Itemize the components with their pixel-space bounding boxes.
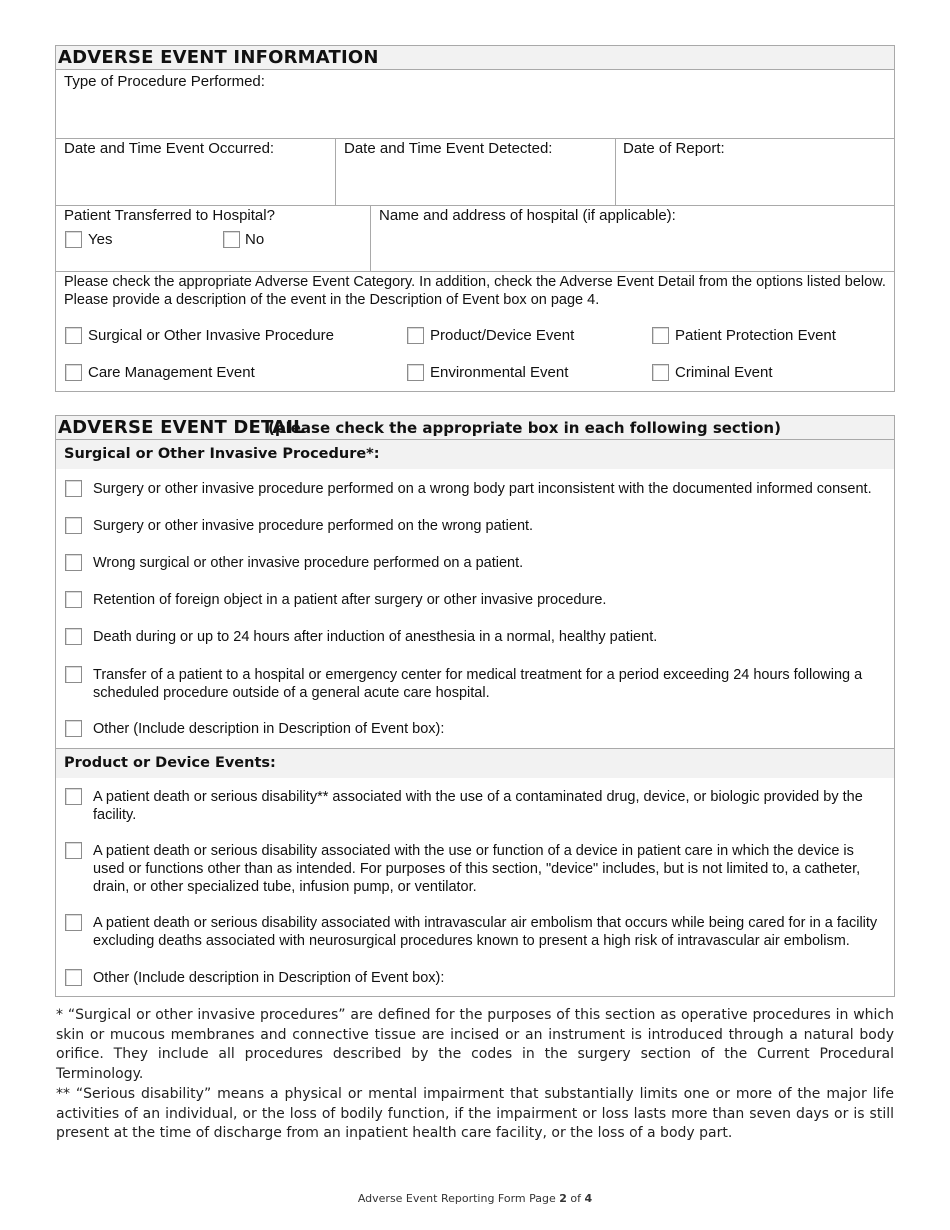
category-criminal-checkbox[interactable] bbox=[652, 364, 669, 381]
surgical-item-checkbox[interactable] bbox=[65, 591, 82, 608]
detail-header bbox=[56, 416, 894, 440]
page-footer-of: of bbox=[566, 1192, 585, 1205]
information-header bbox=[56, 46, 894, 70]
detail-title: ADVERSE EVENT DETAIL bbox=[58, 417, 305, 438]
surgical-item: Surgery or other invasive procedure performed on the wrong patient. bbox=[93, 518, 534, 534]
footnote-surgical-definition: * “Surgical or other invasive procedures” are defined for the purposes of this section as operative procedures in which skin or mucous membranes and connective tissue are incised or an instrument is introduced through a natural body orifice. They include all procedures described by the codes in the surgery section of the Current Procedural Terminology. bbox=[56, 1007, 894, 1082]
report-date-field[interactable] bbox=[616, 158, 894, 205]
category-product-device-label: Product/Device Event bbox=[430, 327, 575, 344]
product-subheader bbox=[56, 748, 894, 778]
product-item-checkbox[interactable] bbox=[65, 842, 82, 859]
report-date-label: Date of Report: bbox=[623, 140, 725, 157]
surgical-item-checkbox[interactable] bbox=[65, 628, 82, 645]
surgical-item: Retention of foreign object in a patient after surgery or other invasive procedure. bbox=[93, 592, 607, 608]
surgical-subheader bbox=[56, 440, 894, 469]
surgical-heading: Surgical or Other Invasive Procedure*: bbox=[64, 446, 380, 462]
surgical-item-checkbox[interactable] bbox=[65, 517, 82, 534]
category-environmental-checkbox[interactable] bbox=[407, 364, 424, 381]
surgical-item-checkbox[interactable] bbox=[65, 554, 82, 571]
transferred-label: Patient Transferred to Hospital? bbox=[64, 207, 275, 224]
surgical-item: Surgery or other invasive procedure performed on a wrong body part inconsistent with the documented informed consent. bbox=[93, 481, 872, 497]
category-environmental-label: Environmental Event bbox=[430, 364, 569, 381]
divider bbox=[56, 271, 894, 272]
category-care-management-label: Care Management Event bbox=[88, 364, 255, 381]
category-surgical-label: Surgical or Other Invasive Procedure bbox=[88, 327, 334, 344]
category-care-management-checkbox[interactable] bbox=[65, 364, 82, 381]
page-total: 4 bbox=[584, 1192, 593, 1205]
product-item: A patient death or serious disability** associated with the use of a contaminated drug, device, or biologic provided by the facility. bbox=[93, 789, 863, 823]
product-other-item: Other (Include description in Description of Event box): bbox=[93, 970, 445, 986]
hospital-field[interactable] bbox=[371, 226, 894, 271]
product-item-checkbox[interactable] bbox=[65, 914, 82, 931]
occurred-label: Date and Time Event Occurred: bbox=[64, 140, 275, 157]
no-label: No bbox=[245, 231, 265, 248]
product-other-checkbox[interactable] bbox=[65, 969, 82, 986]
surgical-item: Transfer of a patient to a hospital or emergency center for medical treatment for a period exceeding 24 hours following a scheduled procedure outside of a general acute care hospital. bbox=[93, 667, 863, 701]
procedure-field[interactable] bbox=[56, 90, 894, 138]
detected-label: Date and Time Event Detected: bbox=[344, 140, 553, 157]
occurred-field[interactable] bbox=[56, 158, 335, 205]
page-footer-prefix: Adverse Event Reporting Form Page bbox=[357, 1192, 560, 1205]
divider bbox=[56, 205, 894, 206]
no-checkbox[interactable] bbox=[223, 231, 240, 248]
category-patient-protection-checkbox[interactable] bbox=[652, 327, 669, 344]
yes-label: Yes bbox=[88, 231, 113, 248]
surgical-other-item: Other (Include description in Description of Event box): bbox=[93, 721, 445, 737]
product-item: A patient death or serious disability associated with the use or function of a device in patient care in which the device is used or functions other than as intended. For purposes of this section, "device" includes, but is not limited to, a catheter, drain, or other specialized tube, infusion pump, or ventilator. bbox=[93, 843, 861, 895]
hospital-label: Name and address of hospital (if applicable): bbox=[379, 207, 676, 224]
detected-field[interactable] bbox=[336, 158, 615, 205]
surgical-other-checkbox[interactable] bbox=[65, 720, 82, 737]
product-heading: Product or Device Events: bbox=[64, 755, 276, 771]
surgical-item-checkbox[interactable] bbox=[65, 480, 82, 497]
category-criminal-label: Criminal Event bbox=[675, 364, 773, 381]
category-patient-protection-label: Patient Protection Event bbox=[675, 327, 836, 344]
page-number: 2 bbox=[559, 1192, 567, 1205]
category-surgical-checkbox[interactable] bbox=[65, 327, 82, 344]
product-item: A patient death or serious disability associated with intravascular air embolism that occurs while being cared for in a facility excluding deaths associated with neurosurgical procedures known to present a high risk of intravascular air embolism. bbox=[93, 915, 878, 949]
category-product-device-checkbox[interactable] bbox=[407, 327, 424, 344]
surgical-item: Death during or up to 24 hours after induction of anesthesia in a normal, healthy patient. bbox=[93, 629, 658, 645]
procedure-label: Type of Procedure Performed: bbox=[64, 73, 265, 90]
footnote-serious-disability: ** “Serious disability” means a physical or mental impairment that substantially limits one or more of the major life activities of an individual, or the loss of bodily function, if the impairment or loss lasts more than seven days or is still present at the time of discharge from an inpatient health care facility, or the loss of a body part. bbox=[56, 1086, 894, 1141]
page-footer bbox=[0, 1192, 950, 1205]
information-title: ADVERSE EVENT INFORMATION bbox=[58, 47, 379, 68]
product-item-checkbox[interactable] bbox=[65, 788, 82, 805]
adverse-event-information-section bbox=[55, 45, 895, 392]
detail-subtitle: (please check the appropriate box in each following section) bbox=[268, 419, 781, 437]
adverse-event-detail-section bbox=[55, 415, 895, 997]
category-instructions: Please check the appropriate Adverse Event Category. In addition, check the Adverse Event Detail from the options listed below. Please provide a description of the event in the Description of Event box on page 4. bbox=[64, 274, 886, 308]
surgical-item-checkbox[interactable] bbox=[65, 666, 82, 683]
surgical-item: Wrong surgical or other invasive procedure performed on a patient. bbox=[93, 555, 524, 571]
divider bbox=[56, 138, 894, 139]
yes-checkbox[interactable] bbox=[65, 231, 82, 248]
